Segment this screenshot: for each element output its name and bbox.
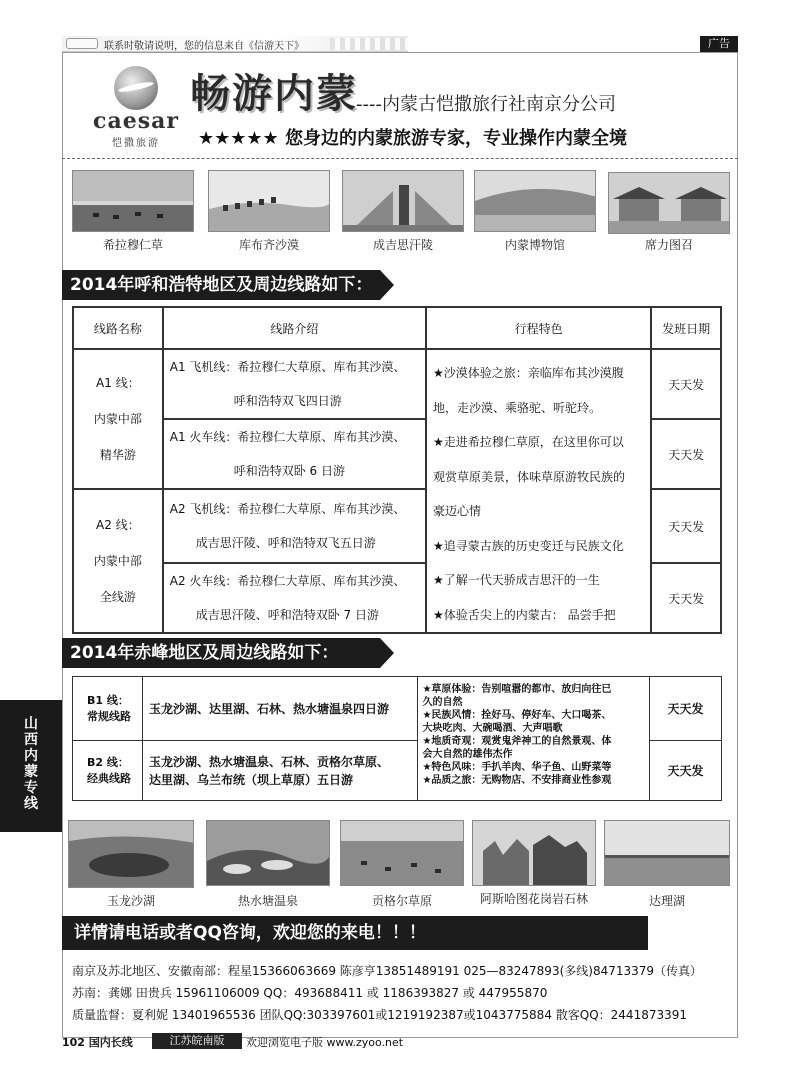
group-line: 全线游 — [99, 590, 136, 604]
website-link[interactable]: 欢迎浏览电子版 www.zyoo.net — [246, 1036, 404, 1049]
table-row — [73, 349, 721, 419]
route-line: A2 飞机线：希拉穆仁大草原、库布其沙漠、 — [169, 502, 406, 516]
col-header: 线路介绍 — [163, 307, 426, 349]
feature-line: ★走进希拉穆仁草原，在这里你可以 — [433, 435, 624, 449]
route-features — [426, 349, 651, 633]
route-desc — [142, 741, 418, 801]
feature-line: 观赏草原美景，体味草原游牧民族的 — [433, 469, 626, 484]
side-char: 蒙 — [24, 764, 38, 780]
group-line: 精华游 — [99, 448, 136, 462]
logo-wordmark: caesar — [93, 108, 179, 134]
table-row — [73, 677, 722, 741]
caption: 阿斯哈图花岗岩石林 — [479, 892, 588, 906]
feature-line: 豪迈心情 — [433, 504, 482, 518]
departure-date: 天天发 — [650, 677, 722, 741]
caption: 热水塘温泉 — [237, 894, 298, 908]
ad-tag: 广告 — [700, 36, 738, 52]
route-group-a1 — [73, 349, 163, 489]
contact-line: 苏南：龚娜 田贵兵 15961106009 QQ：493688411 或 1186393827 或 447955870 — [72, 986, 548, 1000]
photo-stone-forest — [472, 820, 596, 886]
caption: 希拉穆仁草 — [102, 238, 163, 252]
main-title: 畅游内蒙 — [190, 71, 358, 117]
company-name: ----内蒙古恺撒旅行社南京分公司 — [356, 94, 616, 115]
contact-line: 南京及苏北地区、安徽南部：程星15366063669 陈彦亨13851489191 025—83247893(多线)84713379（传真） — [72, 964, 703, 978]
route-desc — [163, 489, 426, 563]
photo-museum — [474, 170, 596, 232]
feature-line: 会大自然的雄伟杰作 — [422, 749, 513, 760]
route-line: 达里湖、乌兰布统（坝上草原）五日游 — [148, 772, 353, 787]
departure-date: 天天发 — [651, 563, 721, 633]
edition-badge: 江苏皖南版 — [152, 1033, 242, 1049]
side-tab-text — [0, 716, 62, 812]
feature-line: 大块吃肉、大碗喝酒、大声唱歌 — [422, 723, 563, 734]
group-line: A2 线： — [96, 518, 140, 532]
group-line: 内蒙中部 — [93, 412, 142, 426]
route-line: A1 火车线：希拉穆仁大草原、库布其沙漠、 — [169, 430, 406, 444]
feature-line: ★特色风味：手扒羊肉、华子鱼、山野菜等 — [422, 762, 612, 773]
feature-line: ★追寻蒙古族的历史变迁与民族文化 — [433, 538, 624, 553]
caption: 达理湖 — [648, 894, 685, 908]
photo-dali-lake — [604, 820, 730, 886]
route-line: 成吉思汗陵、呼和浩特双飞五日游 — [195, 536, 376, 550]
route-type: 经典线路 — [87, 771, 131, 785]
photo-yulong-lake — [68, 820, 194, 888]
route-desc — [163, 563, 426, 633]
side-char: 线 — [24, 796, 38, 812]
caption: 席力图召 — [644, 238, 693, 252]
feature-line: ★地质奇观：观赏鬼斧神工的自然景观、体 — [422, 736, 612, 747]
table-header-row — [73, 307, 721, 349]
caption: 库布齐沙漠 — [238, 238, 299, 252]
feature-line: ★草原体验：告别喧嚣的都市、放归向往已 — [422, 684, 612, 695]
caption: 玉龙沙湖 — [106, 894, 155, 908]
divider — [62, 158, 738, 159]
caption: 贡格尔草原 — [371, 894, 432, 908]
col-header: 发班日期 — [651, 307, 721, 349]
slogan: ★★★★★ 您身边的内蒙旅游专家，专业操作内蒙全境 — [198, 128, 627, 149]
route-type: 常规线路 — [87, 709, 131, 723]
photo-hot-spring — [206, 820, 330, 886]
photo-desert — [208, 170, 330, 232]
side-category-tab — [0, 700, 62, 832]
col-header: 线路名称 — [73, 307, 163, 349]
departure-date: 天天发 — [650, 741, 722, 801]
route-line: 呼和浩特双飞四日游 — [233, 394, 342, 408]
departure-date: 天天发 — [651, 489, 721, 563]
route-line: 玉龙沙湖、热水塘温泉、石林、贡格尔草原、 — [148, 754, 389, 769]
side-char: 内 — [24, 748, 38, 764]
route-desc: 玉龙沙湖、达里湖、石林、热水塘温泉四日游 — [142, 677, 418, 741]
route-name-b1 — [73, 677, 143, 741]
caption: 内蒙博物馆 — [504, 238, 565, 252]
route-name-b2 — [73, 741, 143, 801]
route-group-a2 — [73, 489, 163, 633]
side-char: 专 — [24, 780, 38, 796]
route-line: 成吉思汗陵、呼和浩特双卧 7 日游 — [195, 608, 379, 622]
publisher-logo — [66, 38, 98, 49]
route-desc — [163, 349, 426, 419]
contact-line: 质量监督：夏利妮 13401965536 团队QQ:303397601或1219192387或1043775884 散客QQ：2441873391 — [72, 1008, 688, 1022]
route-code: B2 线： — [87, 755, 129, 769]
departure-date: 天天发 — [651, 419, 721, 489]
decorative-pattern — [330, 38, 410, 50]
page-number: 102 国内长线 — [62, 1036, 133, 1049]
photo-grassland — [72, 170, 194, 232]
route-line: 呼和浩特双卧 6 日游 — [233, 464, 345, 478]
group-line: 内蒙中部 — [93, 554, 142, 568]
side-char: 西 — [24, 732, 38, 748]
hohhot-routes-table — [72, 306, 722, 634]
caesar-logo — [88, 64, 184, 150]
group-line: A1 线： — [96, 376, 140, 390]
route-desc — [163, 419, 426, 489]
photo-temple — [608, 172, 730, 234]
chifeng-routes-table — [72, 676, 722, 801]
feature-line: ★沙漠体验之旅：亲临库布其沙漠腹 — [433, 366, 624, 380]
feature-line: 地，走沙漠、乘骆驼、听驼玲。 — [433, 400, 602, 415]
feature-line: ★民族风情：拴好马、停好车、大口喝茶、 — [422, 710, 612, 721]
feature-line: ★品质之旅：无购物店、不安排商业性参观 — [422, 775, 612, 786]
feature-line: 久的自然 — [422, 697, 463, 708]
feature-line: ★了解一代天骄成吉思汗的一生 — [433, 573, 600, 587]
caption: 成吉思汗陵 — [372, 238, 433, 252]
departure-date: 天天发 — [651, 349, 721, 419]
section-banner-chifeng: 2014年赤峰地区及周边线路如下： — [62, 638, 380, 668]
photo-gongger-grassland — [340, 820, 464, 886]
side-char: 山 — [24, 716, 38, 732]
call-to-action: 详情请电话或者QQ咨询，欢迎您的来电！！！ — [62, 916, 648, 950]
col-header: 行程特色 — [426, 307, 651, 349]
photo-mausoleum — [342, 170, 464, 232]
section-banner-hohhot: 2014年呼和浩特地区及周边线路如下： — [62, 270, 380, 300]
logo-subtitle: 恺撒旅游 — [112, 138, 160, 149]
route-code: B1 线： — [87, 693, 129, 707]
feature-line: ★体验舌尖上的内蒙古： 品尝手把 — [433, 607, 616, 622]
route-features — [418, 677, 650, 801]
route-line: A2 火车线：希拉穆仁大草原、库布其沙漠、 — [169, 574, 406, 588]
globe-icon — [114, 66, 158, 110]
route-line: A1 飞机线：希拉穆仁大草原、库布其沙漠、 — [169, 360, 406, 374]
contact-note: 联系时敬请说明，您的信息来自《信游天下》 — [104, 41, 304, 52]
